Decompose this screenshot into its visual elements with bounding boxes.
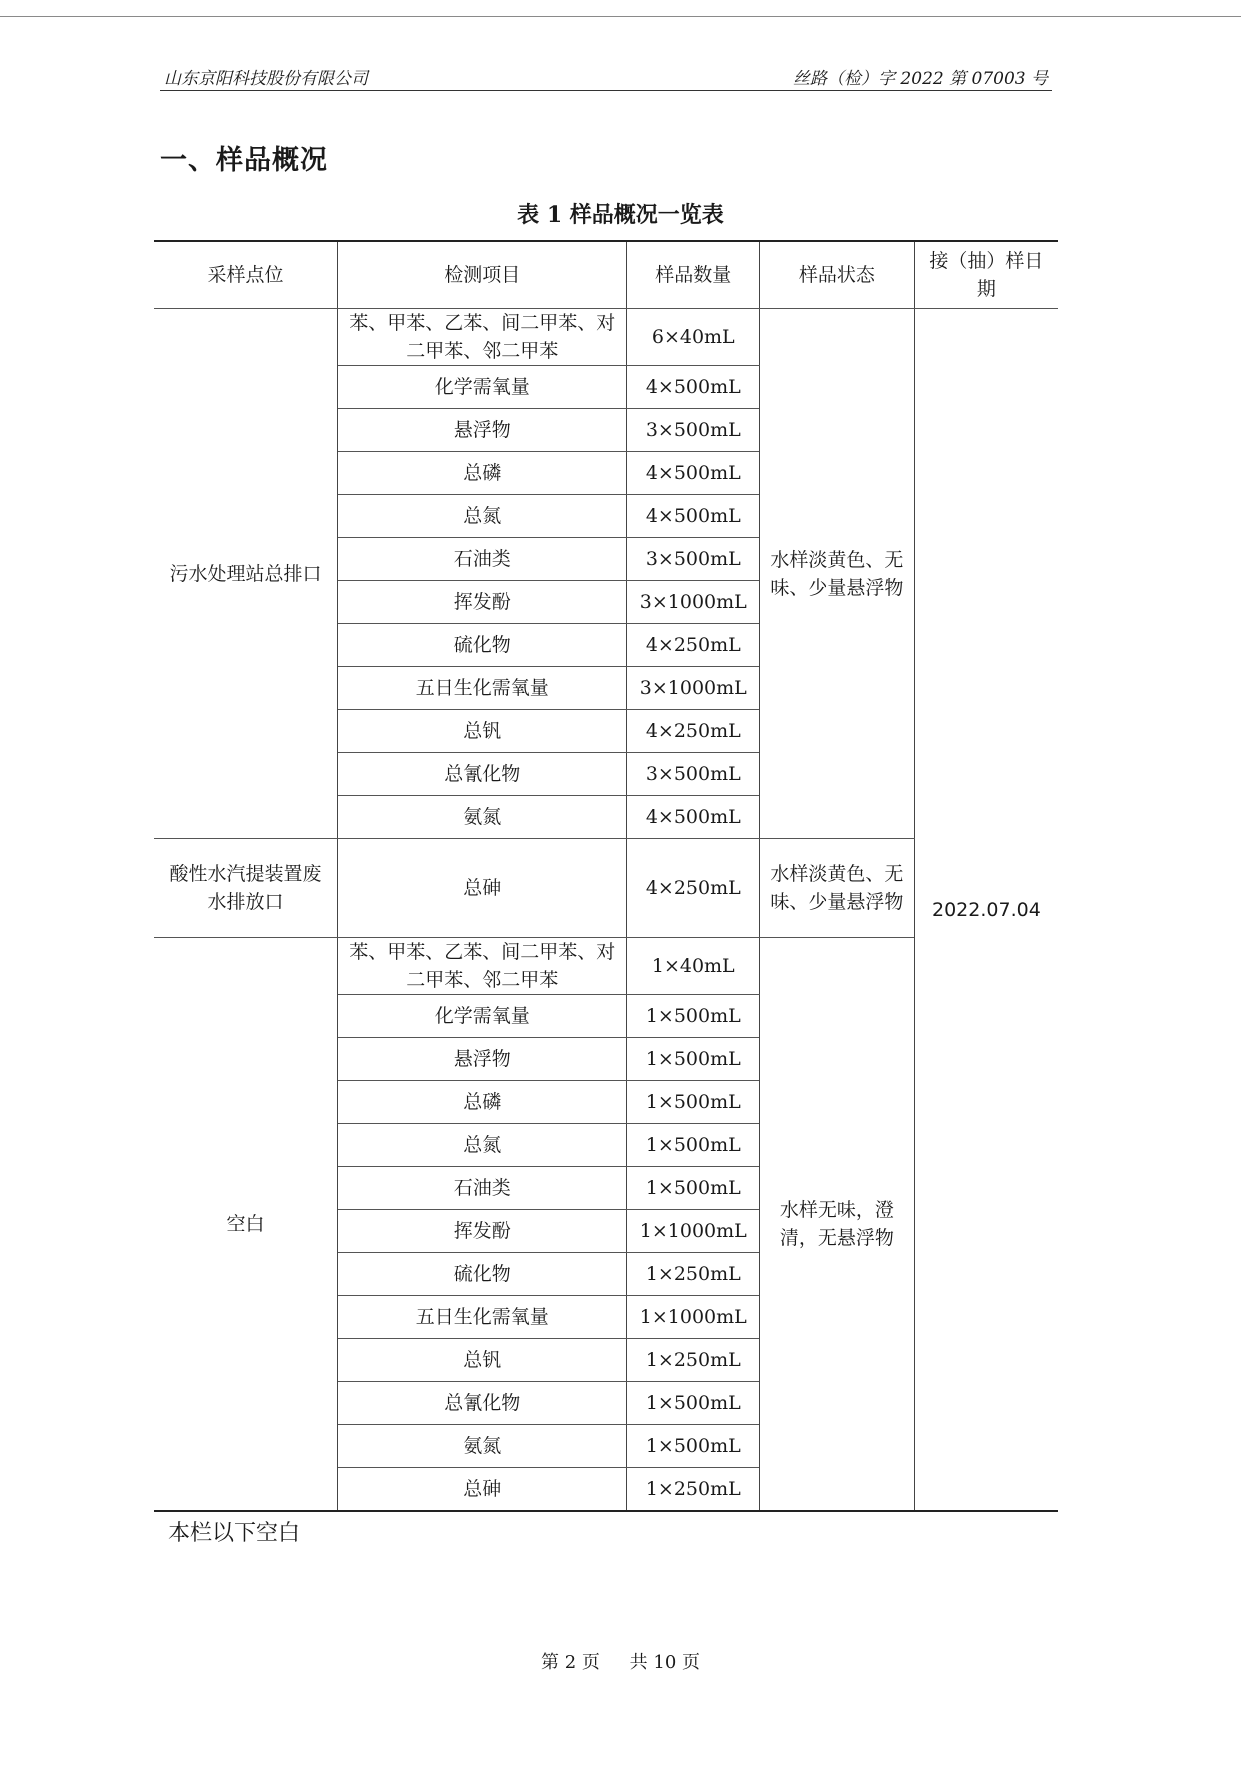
test-item-cell: 苯、甲苯、乙苯、间二甲苯、对二甲苯、邻二甲苯	[337, 309, 627, 366]
sample-quantity-cell: 3×1000mL	[627, 581, 760, 624]
test-item-cell: 化学需氧量	[337, 366, 627, 409]
page-header	[160, 62, 1052, 91]
header-test-item: 检测项目	[337, 241, 627, 309]
sample-quantity-cell: 3×500mL	[627, 409, 760, 452]
test-item-cell: 总钒	[337, 710, 627, 753]
sampling-date-cell: 2022.07.04	[914, 309, 1058, 1512]
sample-quantity-cell: 1×500mL	[627, 995, 760, 1038]
top-rule	[0, 16, 1241, 17]
test-item-cell: 五日生化需氧量	[337, 667, 627, 710]
sample-quantity-cell: 4×250mL	[627, 624, 760, 667]
sample-state-cell: 水样无味，澄清，无悬浮物	[760, 938, 915, 1512]
sample-quantity-cell: 1×1000mL	[627, 1210, 760, 1253]
company-name: 山东京阳科技股份有限公司	[164, 69, 368, 89]
header-date: 接（抽）样日期	[914, 241, 1058, 309]
test-item-cell: 总氰化物	[337, 1382, 627, 1425]
sample-quantity-cell: 1×500mL	[627, 1382, 760, 1425]
sample-quantity-cell: 4×500mL	[627, 495, 760, 538]
test-item-cell: 总钒	[337, 1339, 627, 1382]
table-title: 表 1 样品概况一览表	[517, 202, 724, 228]
blank-below-note: 本栏以下空白	[168, 1521, 301, 1546]
sample-quantity-cell: 1×40mL	[627, 938, 760, 995]
test-item-cell: 总砷	[337, 1468, 627, 1512]
table-header-row	[154, 241, 1058, 309]
test-item-cell: 硫化物	[337, 1253, 627, 1296]
sampling-location-cell: 污水处理站总排口	[154, 309, 337, 839]
header-location: 采样点位	[154, 241, 337, 309]
sample-quantity-cell: 1×500mL	[627, 1124, 760, 1167]
sample-quantity-cell: 1×500mL	[627, 1167, 760, 1210]
header-quantity: 样品数量	[627, 241, 760, 309]
sample-quantity-cell: 6×40mL	[627, 309, 760, 366]
test-item-cell: 硫化物	[337, 624, 627, 667]
test-item-cell: 石油类	[337, 538, 627, 581]
sample-quantity-cell: 1×250mL	[627, 1339, 760, 1382]
sample-quantity-cell: 1×500mL	[627, 1081, 760, 1124]
sample-quantity-cell: 3×500mL	[627, 753, 760, 796]
sample-quantity-cell: 1×500mL	[627, 1038, 760, 1081]
test-item-cell: 悬浮物	[337, 409, 627, 452]
test-item-cell: 总磷	[337, 1081, 627, 1124]
sample-state-cell: 水样淡黄色、无味、少量悬浮物	[760, 839, 915, 938]
test-item-cell: 石油类	[337, 1167, 627, 1210]
page-footer	[0, 1648, 1241, 1674]
header-state: 样品状态	[760, 241, 915, 309]
sample-quantity-cell: 4×250mL	[627, 839, 760, 938]
test-item-cell: 氨氮	[337, 796, 627, 839]
test-item-cell: 悬浮物	[337, 1038, 627, 1081]
test-item-cell: 挥发酚	[337, 1210, 627, 1253]
table-body	[154, 309, 1058, 1512]
test-item-cell: 总磷	[337, 452, 627, 495]
sample-quantity-cell: 4×500mL	[627, 796, 760, 839]
test-item-cell: 总氰化物	[337, 753, 627, 796]
sample-state-cell: 水样淡黄色、无味、少量悬浮物	[760, 309, 915, 839]
sample-quantity-cell: 4×250mL	[627, 710, 760, 753]
sample-quantity-cell: 3×1000mL	[627, 667, 760, 710]
sample-quantity-cell: 4×500mL	[627, 452, 760, 495]
sample-overview-table	[154, 240, 1058, 1512]
document-number: 丝路（检）字 2022 第 07003 号	[793, 69, 1048, 89]
test-item-cell: 挥发酚	[337, 581, 627, 624]
sampling-location-cell: 空白	[154, 938, 337, 1512]
sample-quantity-cell: 4×500mL	[627, 366, 760, 409]
section-title: 一、样品概况	[160, 145, 328, 176]
page-number: 第 2 页	[541, 1652, 600, 1673]
sample-quantity-cell: 1×500mL	[627, 1425, 760, 1468]
sample-quantity-cell: 1×1000mL	[627, 1296, 760, 1339]
test-item-cell: 总氮	[337, 1124, 627, 1167]
test-item-cell: 总砷	[337, 839, 627, 938]
sample-quantity-cell: 3×500mL	[627, 538, 760, 581]
sample-quantity-cell: 1×250mL	[627, 1253, 760, 1296]
test-item-cell: 苯、甲苯、乙苯、间二甲苯、对二甲苯、邻二甲苯	[337, 938, 627, 995]
test-item-cell: 五日生化需氧量	[337, 1296, 627, 1339]
sampling-location-cell: 酸性水汽提装置废水排放口	[154, 839, 337, 938]
test-item-cell: 化学需氧量	[337, 995, 627, 1038]
test-item-cell: 氨氮	[337, 1425, 627, 1468]
total-pages: 共 10 页	[629, 1652, 700, 1673]
table-row	[154, 309, 1058, 366]
sample-quantity-cell: 1×250mL	[627, 1468, 760, 1512]
test-item-cell: 总氮	[337, 495, 627, 538]
